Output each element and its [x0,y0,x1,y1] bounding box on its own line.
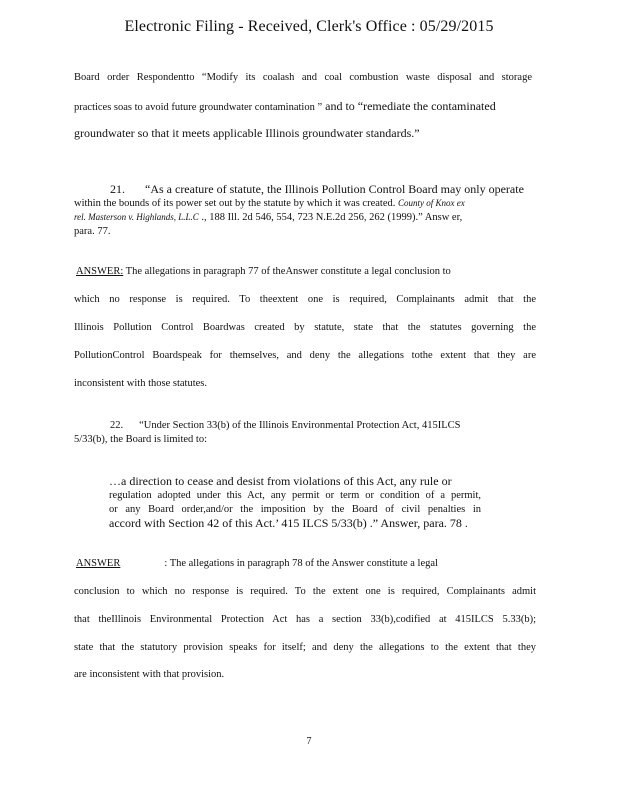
answer-line: state that the statutory provision speaks for itself; and deny the allegations to the extent that they [74,642,536,653]
filing-header: Electronic Filing - Received, Clerk's Office : 05/29/2015 [124,18,494,35]
case-citation: rel. Masterson v. Highlands, L.L.C [74,212,199,222]
answer-line: PollutionControl Boardspeak for themselves, and deny the allegations tothe extent that they are [74,350,536,361]
block-quote-line: or any Board order,and/or the imposition by the Board of civil penalties in [109,504,481,515]
block-quote-line: accord with Section 42 of this Act.’ 415 ILCS 5/33(b) .” Answer, para. 78 . [109,516,468,530]
paragraph-21-line: para. 77. [74,226,111,237]
paragraph-text: “Under Section 33(b) of the Illinois Environmental Protection Act, 415ILCS [139,420,461,431]
case-citation: County of Knox ex [397,198,465,208]
answer-line [76,558,438,569]
page-number: 7 [306,736,312,747]
answer-line: conclusion to which no response is required. To the extent one is required, Complainants admit [74,586,536,597]
answer-text: The allegations in paragraph 77 of theAnswer constitute a legal conclusion to [123,266,451,277]
answer-line: are inconsistent with that provision. [74,669,225,680]
answer-line: that theIllinois Environmental Protection Act has a section 33(b),codified at 415ILCS 5.33(b); [74,614,536,625]
body-text: practices soas to avoid future groundwater contamination ” [74,102,323,113]
paragraph-text: ., 188 Ill. 2d 546, 554, 723 N.E.2d 256, 262 (1999).” Answ er, [198,212,463,223]
paragraph-21-line [74,212,462,223]
answer-line: which no response is required. To theextent one is required, Complainants admit that the [74,294,536,305]
answer-text: : The allegations in paragraph 78 of the Answer constitute a legal [164,558,438,569]
paragraph-22-line [110,420,460,431]
answer-label: ANSWER: [76,266,124,277]
paragraph-number: 21. [110,182,125,196]
paragraph-21-line [74,198,536,209]
paragraph-number: 22. [110,420,124,431]
answer-line [76,266,451,277]
answer-label: ANSWER [76,558,121,569]
answer-line: Illinois Pollution Control Boardwas created by statute, state that the statutes governing the [74,322,536,333]
body-line [74,99,534,114]
paragraph-21-line [110,182,524,197]
body-text: and to “remediate the contaminated [322,99,496,113]
paragraph-22-line: 5/33(b), the Board is limited to: [74,434,207,445]
body-line: groundwater so that it meets applicable Illinois groundwater standards.” [74,126,420,140]
block-quote-line: regulation adopted under this Act, any permit or term or condition of a permit, [109,490,481,501]
paragraph-text: within the bounds of its power set out by the statute by which it was created. [74,198,398,209]
paragraph-text: “As a creature of statute, the Illinois Pollution Control Board may only operate [145,182,524,196]
answer-line: inconsistent with those statutes. [74,378,207,389]
block-quote-line: …a direction to cease and desist from violations of this Act, any rule or [109,474,452,488]
body-line: Board order Respondentto “Modify its coalash and coal combustion waste disposal and storage [74,72,532,83]
